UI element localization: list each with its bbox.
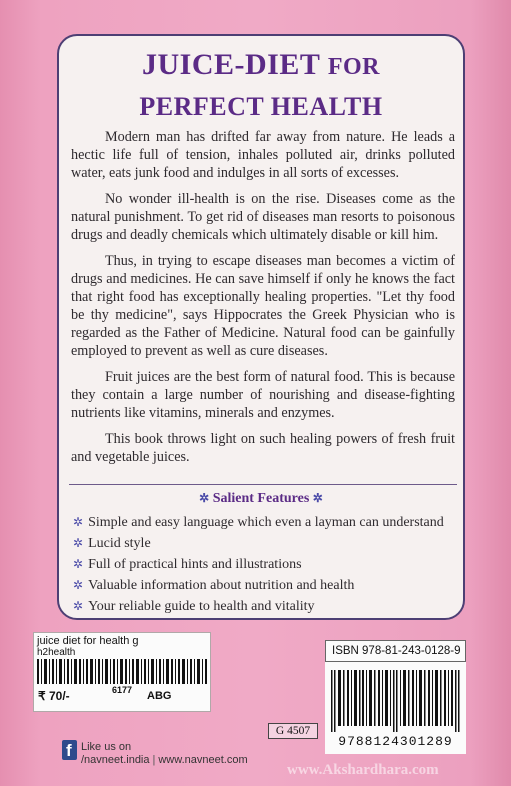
- catalog-code: G 4507: [268, 723, 318, 739]
- star-icon: ✲: [199, 491, 210, 505]
- title-line-1: [59, 48, 463, 82]
- facebook-link[interactable]: /navneet.india: [81, 754, 150, 766]
- feature-text: Your reliable guide to health and vitality: [88, 599, 315, 614]
- sticker-abg: ABG: [147, 690, 172, 702]
- paragraph: Modern man has drifted far away from nature. He leads a hectic life full of tension, inhales polluted air, drinks polluted water, eats junk food and indulges in all sorts of excesses.: [71, 129, 455, 181]
- star-bullet-icon: ✲: [73, 599, 84, 613]
- features-heading: [59, 491, 463, 507]
- sticker-barcode: [37, 659, 207, 684]
- sticker-subtitle: h2health: [37, 647, 76, 658]
- back-cover-panel: [57, 34, 465, 620]
- sticker-code: 6177: [112, 685, 133, 695]
- paragraph: Fruit juices are the best form of natural food. This is because they contain a large number of nourishing and disease-fighting nutrients like vitamins, minerals and enzymes.: [71, 369, 455, 421]
- paragraph: This book throws light on such healing powers of fresh fruit and vegetable juices.: [71, 431, 455, 465]
- price-sticker: [33, 632, 211, 712]
- title-main: JUICE-DIET: [142, 48, 320, 81]
- star-icon: ✲: [312, 491, 323, 505]
- features-list: [73, 512, 444, 617]
- star-bullet-icon: ✲: [73, 515, 84, 529]
- barcode-bars: [331, 670, 460, 732]
- star-bullet-icon: ✲: [73, 578, 84, 592]
- feature-text: Lucid style: [88, 536, 151, 551]
- isbn-barcode: [325, 662, 466, 754]
- feature-text: Valuable information about nutrition and health: [88, 578, 355, 593]
- feature-item: [73, 533, 444, 554]
- like-us-text: Like us on: [81, 741, 132, 753]
- feature-item: [73, 554, 444, 575]
- feature-item: [73, 575, 444, 596]
- sticker-title: juice diet for health g: [37, 635, 139, 647]
- separator: |: [152, 754, 156, 766]
- star-bullet-icon: ✲: [73, 557, 84, 571]
- blurb: [71, 128, 455, 474]
- title-for: FOR: [327, 54, 380, 80]
- title-line-2: PERFECT HEALTH: [139, 92, 383, 121]
- divider: [69, 484, 457, 485]
- feature-item: [73, 596, 444, 617]
- watermark: www.Akshardhara.com: [287, 762, 439, 778]
- price-text: ₹ 70/-: [38, 689, 70, 703]
- feature-item: [73, 512, 444, 533]
- isbn-box: ISBN 978-81-243-0128-9: [325, 640, 466, 662]
- feature-text: Simple and easy language which even a layman can understand: [88, 515, 444, 530]
- paragraph: Thus, in trying to escape diseases man becomes a victim of drugs and medicines. He can save himself if only he knows the fact that right food has exceptionally healing properties. "Let thy food be thy medicine", says Hippocrates the Greek Physician who is regarded as the Father of Medicine. Natural food can be gainfully employed to prevent as well as cure diseases.: [71, 253, 455, 359]
- feature-text: Full of practical hints and illustrations: [88, 557, 302, 572]
- website-link[interactable]: www.navneet.com: [158, 754, 248, 766]
- facebook-icon[interactable]: f: [62, 740, 77, 760]
- social-links: [81, 754, 248, 766]
- features-heading-text: Salient Features: [212, 491, 310, 506]
- paragraph: No wonder ill-health is on the rise. Diseases come as the natural punishment. To get rid of diseases man resorts to poisonous drugs and deadly chemicals which ultimately disable or kill him.: [71, 191, 455, 243]
- star-bullet-icon: ✲: [73, 536, 84, 550]
- barcode-number: 9788124301289: [338, 734, 453, 749]
